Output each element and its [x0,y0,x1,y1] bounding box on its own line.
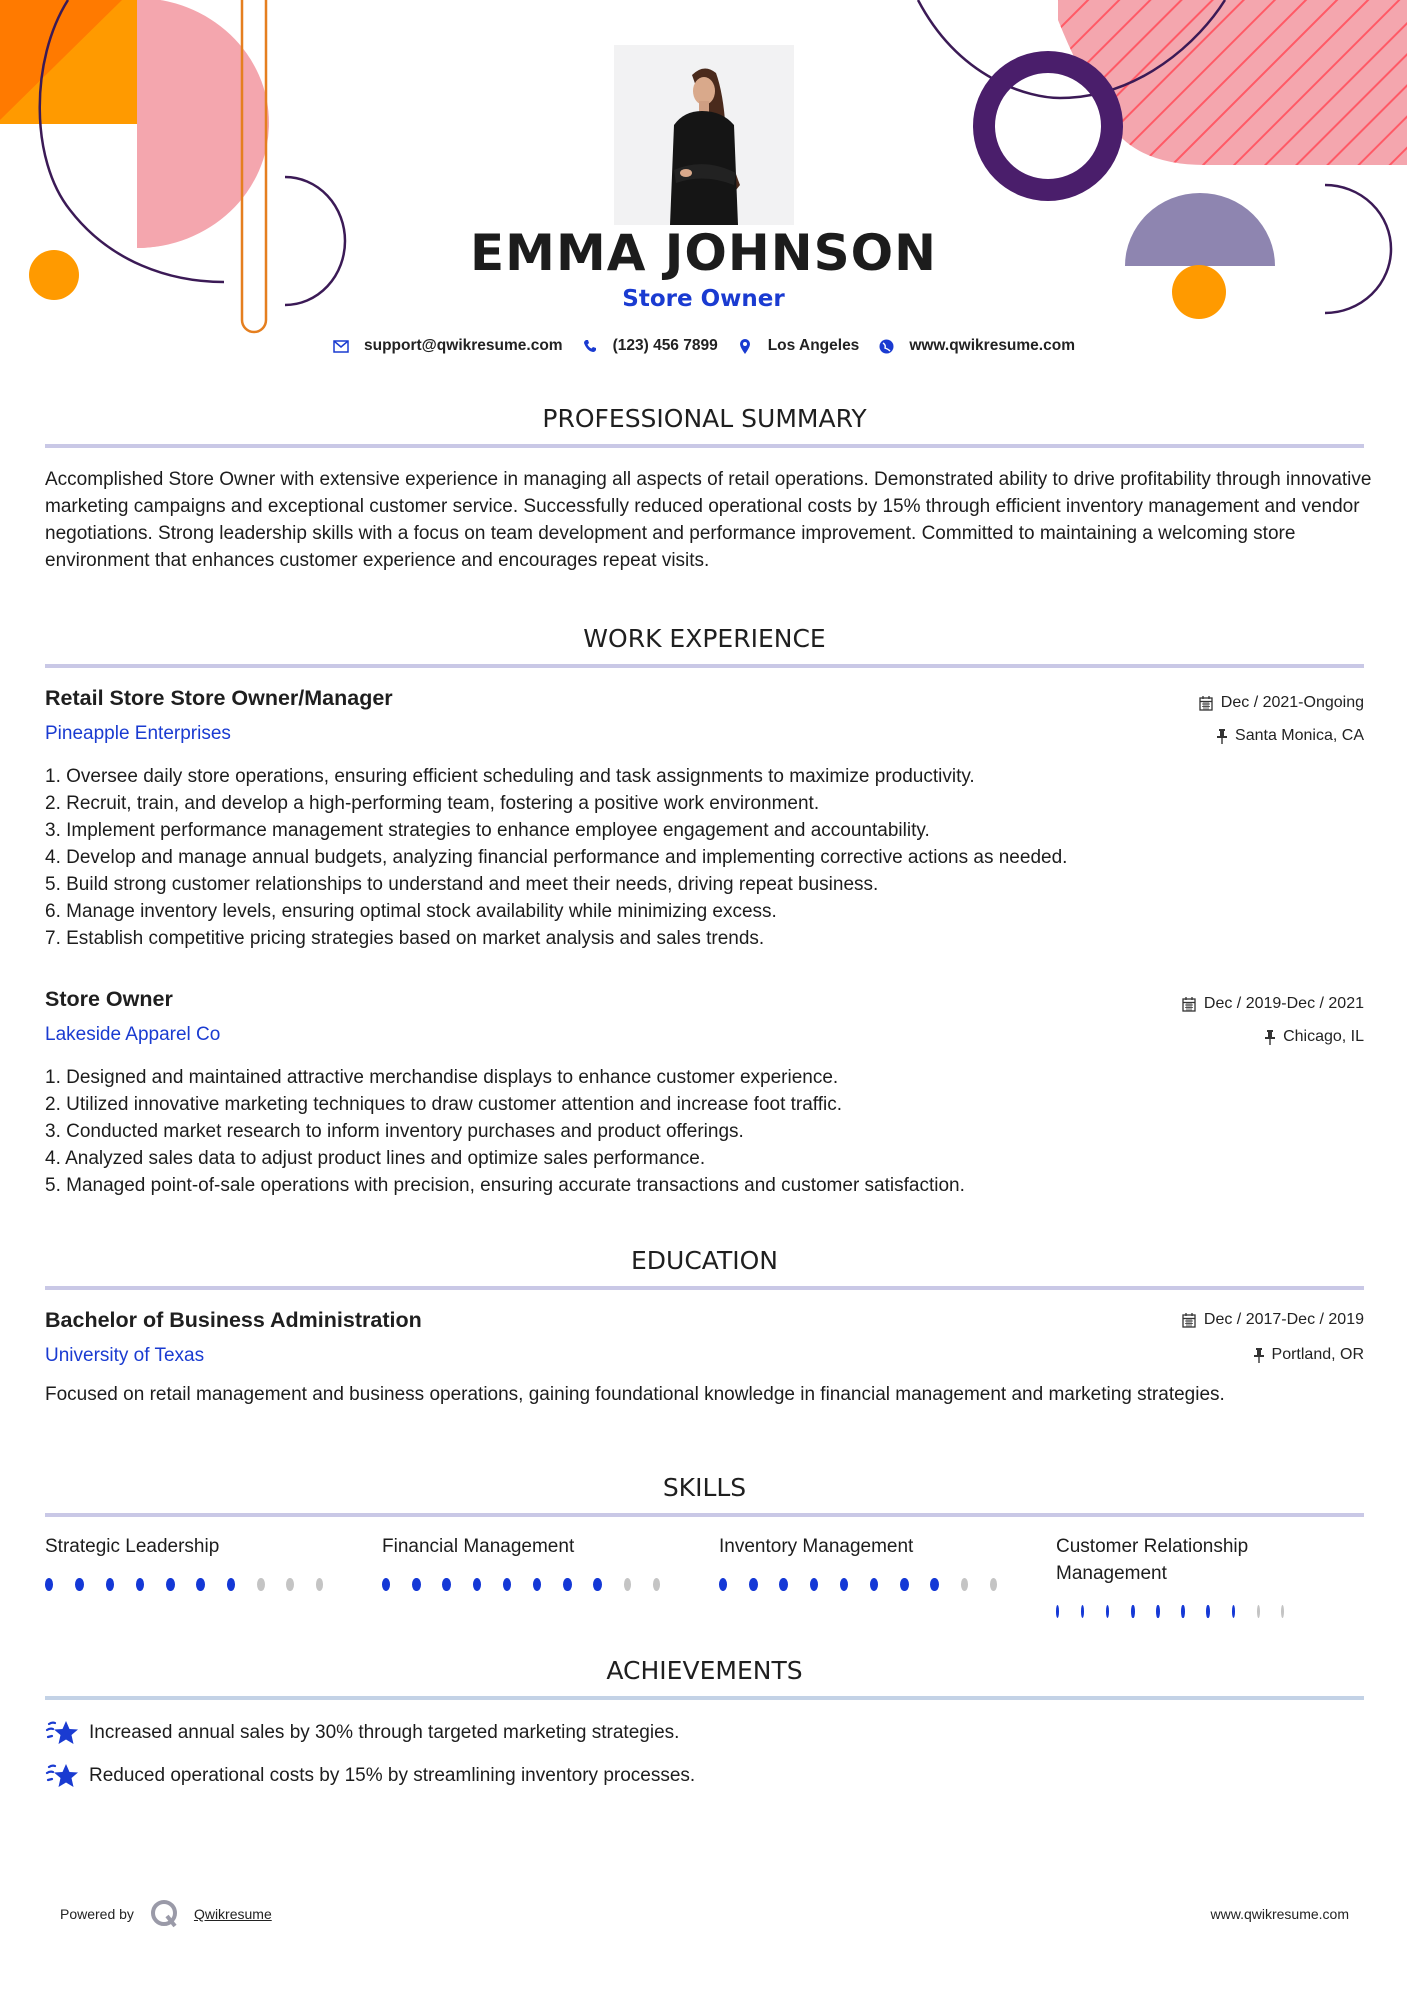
rating-dot-filled [227,1578,235,1591]
location-text: Los Angeles [767,337,860,354]
rating-dot-filled [1181,1605,1184,1618]
list-item: 5. Build strong customer relationships to understand and meet their needs, driving repeat business. [45,874,879,895]
rating-dot-filled [136,1578,144,1591]
job-responsibilities [45,1064,1375,1199]
section-heading-education: EDUCATION [631,1246,778,1275]
skill-item [719,1533,1019,1591]
list-item: 2. Utilized innovative marketing techniques to draw customer attention and increase foot traffic. [45,1094,843,1115]
profile-photo [614,45,794,225]
rating-dot-filled [45,1578,53,1591]
calendar-icon [1182,997,1196,1012]
rating-dot-filled [503,1578,511,1591]
pushpin-icon [1217,729,1227,744]
rating-dot-empty [961,1578,968,1591]
rating-dot-empty [1257,1605,1260,1618]
job-title: Retail Store Store Owner/Manager [45,686,393,710]
qwikresume-logo-icon [150,1899,180,1929]
rating-dot-filled [106,1578,114,1591]
contact-website[interactable] [877,337,1075,355]
list-item: 1. Oversee daily store operations, ensuring efficient scheduling and task assignments to maximize productivity. [45,766,975,787]
section-divider [45,1696,1364,1700]
footer-website[interactable]: www.qwikresume.com [1210,1906,1349,1922]
rating-dot-filled [166,1578,174,1591]
rating-dot-filled [1081,1605,1084,1618]
phone-text: (123) 456 7899 [612,337,718,354]
list-item: 4. Analyzed sales data to adjust product lines and optimize sales performance. [45,1148,706,1169]
education-location [1254,1346,1364,1364]
website-text: www.qwikresume.com [909,337,1075,354]
rating-dot-filled [563,1578,571,1591]
contact-location [736,337,860,355]
education-dates-text: Dec / 2017-Dec / 2019 [1203,1311,1364,1328]
list-item: 4. Develop and manage annual budgets, analyzing financial performance and implementing corrective actions as needed. [45,847,1068,868]
company-name: Lakeside Apparel Co [45,1024,221,1045]
rating-dot-filled [810,1578,818,1591]
skill-label: Financial Management [382,1536,575,1557]
email-text: support@qwikresume.com [364,337,563,354]
contact-email[interactable] [332,337,563,355]
rating-dot-filled [533,1578,541,1591]
section-heading-summary: PROFESSIONAL SUMMARY [542,404,867,433]
rating-dot-filled [412,1578,420,1591]
job-responsibilities [45,763,1375,952]
skill-item [1056,1533,1306,1618]
section-divider [45,1513,1364,1517]
education-dates [1182,1311,1364,1329]
rating-dot-empty [1281,1605,1284,1618]
rating-dot-empty [257,1578,265,1591]
summary-text: Accomplished Store Owner with extensive experience in managing all aspects of retail operations. Demonstrated ability to drive profitability through innovative marketing campaigns and exceptional customer service. Successfully reduced operational costs by 15% through efficient inventory management and vendor negotiations. Strong leadership skills with a focus on team development and performance improvement. Committed to maintaining a welcoming store environment that enhances customer experience and encourages repeat visits. [45,469,1372,571]
pushpin-icon [1254,1348,1264,1363]
skill-rating [719,1578,1019,1591]
rating-dot-empty [653,1578,660,1591]
job-title: Store Owner [45,987,173,1011]
rating-dot-filled [473,1578,481,1591]
skill-rating [382,1578,682,1591]
skill-label: Strategic Leadership [45,1536,220,1557]
achievement-text: Reduced operational costs by 15% by streamlining inventory processes. [89,1765,696,1786]
skill-label: Customer Relationship Management [1056,1536,1249,1584]
rating-dot-filled [779,1578,787,1591]
degree-title: Bachelor of Business Administration [45,1308,422,1332]
list-item: 3. Conducted market research to inform inventory purchases and product offerings. [45,1121,744,1142]
rating-dot-filled [1232,1605,1235,1618]
rating-dot-empty [990,1578,997,1591]
education-location-text: Portland, OR [1271,1346,1364,1363]
list-item: 6. Manage inventory levels, ensuring optimal stock availability while minimizing excess. [45,901,777,922]
section-divider [45,444,1364,448]
rating-dot-filled [1206,1605,1209,1618]
rating-dot-filled [930,1578,938,1591]
job-dates-text: Dec / 2021-Ongoing [1220,694,1364,711]
rating-dot-filled [1106,1605,1109,1618]
list-item: 3. Implement performance management strategies to enhance employee engagement and accountability. [45,820,930,841]
rating-dot-filled [196,1578,204,1591]
skill-rating [45,1578,345,1591]
achievement-item [45,1718,679,1748]
star-badge-icon [45,1761,79,1791]
list-item: 7. Establish competitive pricing strategies based on market analysis and sales trends. [45,928,765,949]
skill-rating [1056,1605,1306,1618]
person-silhouette-icon [614,45,794,225]
job-dates [1199,694,1364,712]
rating-dot-filled [75,1578,83,1591]
skill-item [45,1533,345,1591]
section-heading-achievements: ACHIEVEMENTS [606,1656,803,1685]
calendar-icon [1182,1313,1196,1328]
globe-icon [877,337,895,355]
rating-dot-filled [840,1578,848,1591]
pushpin-icon [1265,1030,1275,1045]
job-dates [1182,995,1364,1013]
job-location [1265,1028,1364,1046]
list-item: 1. Designed and maintained attractive merchandise displays to enhance customer experience. [45,1067,839,1088]
job-location-text: Chicago, IL [1283,1028,1364,1045]
skill-item [382,1533,682,1591]
job-dates-text: Dec / 2019-Dec / 2021 [1203,995,1364,1012]
school-name: University of Texas [45,1345,205,1366]
job-location [1217,727,1364,745]
section-heading-experience: WORK EXPERIENCE [583,624,826,653]
job-location-text: Santa Monica, CA [1235,727,1364,744]
candidate-name: EMMA JOHNSON [470,224,937,282]
skill-label: Inventory Management [719,1536,914,1557]
phone-icon [581,337,599,355]
section-divider [45,1286,1364,1290]
rating-dot-empty [624,1578,631,1591]
list-item: 5. Managed point-of-sale operations with precision, ensuring accurate transactions and customer satisfaction. [45,1175,965,1196]
rating-dot-filled [593,1578,601,1591]
list-item: 2. Recruit, train, and develop a high-performing team, fostering a positive work environment. [45,793,820,814]
rating-dot-filled [749,1578,757,1591]
rating-dot-filled [719,1578,727,1591]
education-description: Focused on retail management and business operations, gaining foundational knowledge in financial management and marketing strategies. [45,1384,1225,1405]
company-name: Pineapple Enterprises [45,723,231,744]
qwikresume-link[interactable]: Qwikresume [193,1906,272,1922]
rating-dot-empty [286,1578,294,1591]
powered-by-label: Powered by [60,1906,134,1922]
contact-phone[interactable] [581,337,718,355]
calendar-icon [1199,696,1213,711]
candidate-title: Store Owner [622,286,785,312]
section-heading-skills: SKILLS [662,1473,747,1502]
rating-dot-filled [1131,1605,1134,1618]
map-pin-icon [736,337,754,355]
achievement-text: Increased annual sales by 30% through targeted marketing strategies. [89,1722,680,1743]
rating-dot-filled [1056,1605,1059,1618]
rating-dot-filled [1156,1605,1159,1618]
rating-dot-empty [316,1578,324,1591]
footer-powered-by [60,1899,272,1929]
rating-dot-filled [900,1578,908,1591]
envelope-icon [332,337,350,355]
rating-dot-filled [870,1578,878,1591]
achievement-item [45,1761,695,1791]
rating-dot-filled [382,1578,390,1591]
section-divider [45,664,1364,668]
contact-bar [0,337,1407,355]
star-badge-icon [45,1718,79,1748]
rating-dot-filled [442,1578,450,1591]
